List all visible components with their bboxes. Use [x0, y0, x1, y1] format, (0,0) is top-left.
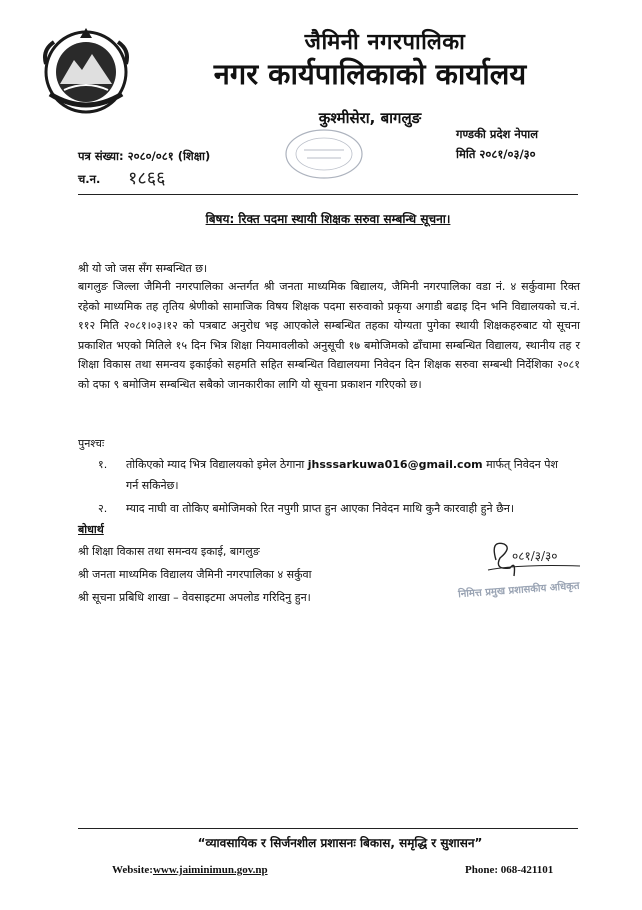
list-item: म्याद नाघी वा तोकिए बमोजिमको रित नपुगी प्राप्त हुन आएका निवेदन माथि कुनै कारवाही हुने छैन।: [126, 502, 515, 515]
municipality-name: जैमिनी नगरपालिका: [304, 30, 466, 55]
main-paragraph: बागलुङ जिल्ला जैमिनी नगरपालिका अन्तर्गत श्री जनता माध्यमिक बिद्यालय, जैमिनी नगरपालिका वडा नं. ४ सर्कुवामा रिक्त रहेको माध्यमिक तह तृतिय श्रेणीको सामाजिक विषय शिक्षक पदमा सरुवाको प्रकृया अगाडी बढाइ दिन भनि विद्यालयको च.नं. ११२ मिति २०८१।०३।१२ को पत्रबाट अनुरोध भइ आएकोले सम्बन्धित तहका योग्यता पुगेका स्थायी शिक्षकहरुबाट यो सूचना प्रकाशित भएको मितिले १५ दिन भित्र शिक्षा नियमावलीको अनुसूची १७ बमोजिमको ढाँचामा सम्बन्धित विद्यालय, स्थानीय तह र शिक्षा विकास तथा समन्वय इकाईको सहमति सहित सम्बन्धित विद्यालयमा निवेदन दिन शिक्षक सरुवा सम्बन्धी निर्देशिका २०८१ को दफा ९ बमोजिम सम्बन्धित सबैको जानकारीका लागि यो सूचना प्रकाशन गरिएको छ।: [78, 280, 580, 391]
header-divider: [78, 194, 578, 195]
footer-website: [112, 864, 268, 876]
province-label: गण्डकी प्रदेश नेपाल: [456, 127, 539, 141]
school-email: jhsssarkuwa016@gmail.com: [307, 458, 483, 471]
dispatch-number: १८६६: [128, 168, 166, 189]
reference-number: पत्र संख्या: २०८०/०८१ (शिक्षा): [78, 149, 211, 163]
list-item: [126, 455, 586, 475]
letter-date: मिति २०८१/०३/३०: [456, 147, 536, 161]
signatory-title: निमित्त प्रमुख प्रशासकीय अधिकृत: [457, 580, 580, 601]
list-item-number: १.: [98, 458, 108, 471]
office-stamp: [279, 124, 369, 184]
footer-phone: Phone: 068-421101: [465, 864, 554, 876]
salutation: श्री यो जो जस सँग सम्बन्धित छ।: [78, 262, 208, 275]
bodhartha-label: बोधार्थ: [78, 523, 104, 536]
list-item-continuation: गर्न सकिनेछ।: [126, 479, 179, 492]
website-label: Website:: [112, 864, 153, 876]
office-address: कुश्मीसेरा, बागलुङ: [318, 109, 422, 127]
office-name: नगर कार्यपालिकाको कार्यालय: [213, 57, 527, 91]
cc-item: श्री सूचना प्रबिधि शाखा – वेवसाइटमा अपलोड गरिदिनु हुन।: [78, 591, 311, 604]
website-link[interactable]: www.jaiminimun.gov.np: [152, 864, 268, 876]
footer-divider: [78, 828, 578, 829]
list-item-text: तोकिएको म्याद भित्र विद्यालयको इमेल ठेगाना: [126, 458, 305, 471]
subject-text: बिषय: रिक्त पदमा स्थायी शिक्षक सरुवा सम्बन्धि सूचना।: [205, 212, 451, 226]
subject-line: [78, 210, 578, 227]
list-item-number: २.: [98, 502, 108, 515]
cc-item: श्री शिक्षा विकास तथा समन्वय इकाई, बागलुङ: [78, 545, 260, 558]
list-item-text: मार्फत् निवेदन पेश: [486, 458, 559, 471]
punashcha-label: पुनश्चः: [78, 437, 105, 450]
dispatch-label: च.न.: [78, 172, 101, 186]
signature-date: ०८१/३/३०: [512, 549, 558, 563]
nepal-government-emblem: [40, 24, 132, 116]
cc-item: श्री जनता माध्यमिक विद्यालय जैमिनी नगरपालिका ४ सर्कुवा: [78, 568, 312, 581]
footer-slogan: “व्यावसायिक र सिर्जनशील प्रशासनः बिकास, समृद्धि र सुशासन”: [197, 836, 483, 850]
